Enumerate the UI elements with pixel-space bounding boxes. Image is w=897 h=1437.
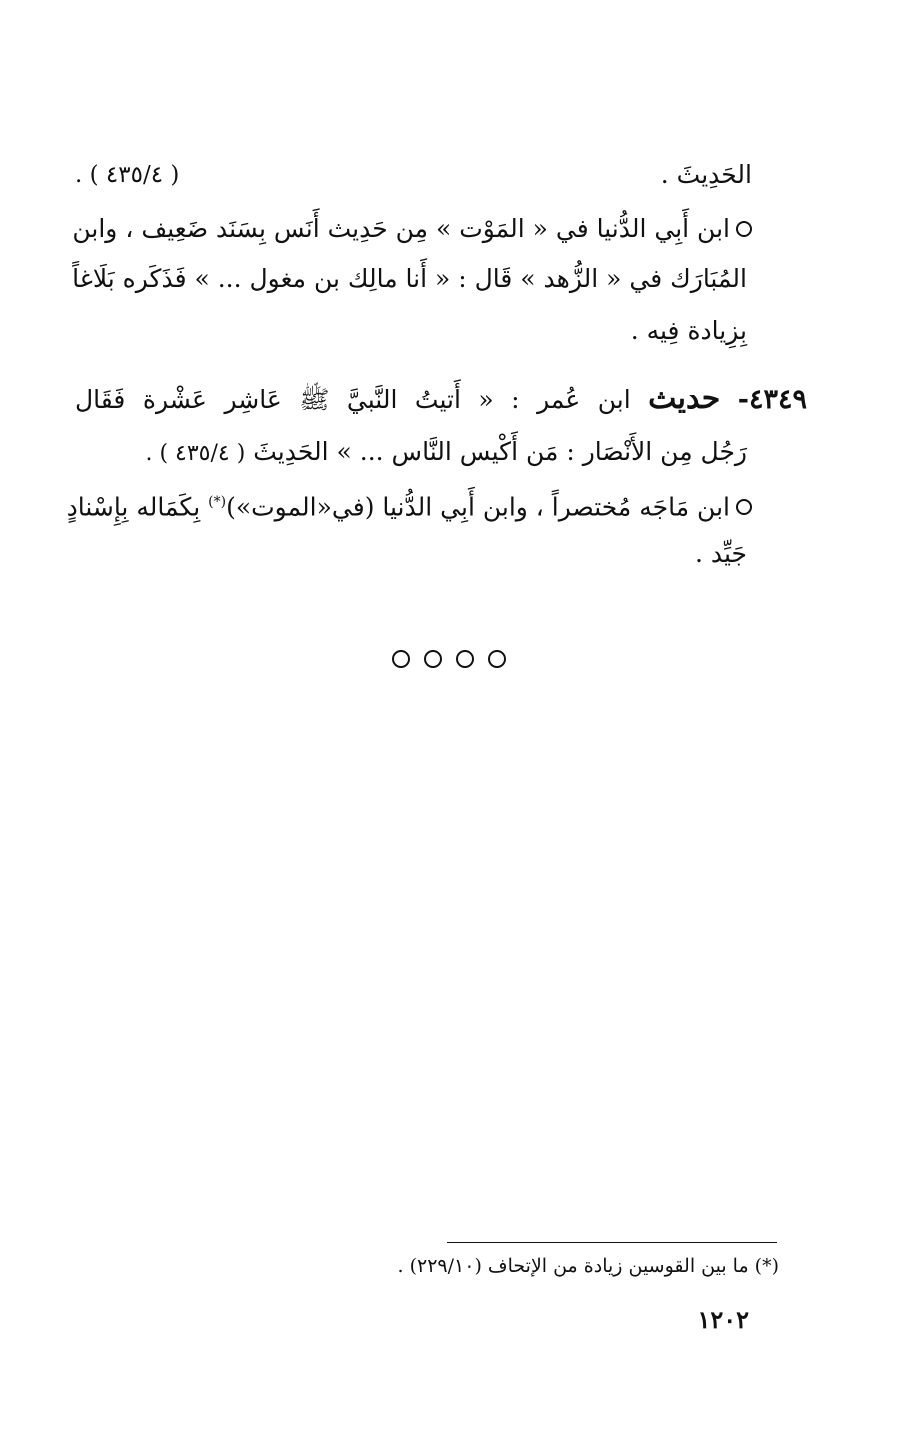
commentary-text: جَيِّد . — [694, 539, 747, 568]
commentary-line — [66, 485, 752, 524]
hadith-text: رَجُل مِن الأَنْصَار : مَن أَكْيس النَّاس ... » الحَدِيثَ — [253, 437, 747, 466]
ring-ornament-icon — [488, 650, 506, 668]
hadith-line — [145, 435, 747, 471]
footnote-divider — [447, 1242, 777, 1243]
footnote: (*) ما بين القوسين زيادة من الإتحاف (٢٢٩/١٠) . — [397, 1255, 779, 1277]
commentary-text: ابن أَبِي الدُّنيا في « المَوْت » مِن حَدِيث أَنَس بِسَنَد ضَعِيف ، وابن — [72, 214, 730, 243]
commentary-line — [72, 262, 747, 296]
commentary-text: بِزِيادة فِيه . — [630, 316, 747, 345]
hadith-keyword: حديث — [648, 381, 721, 416]
reference-citation: ( ٤٣٥/٤ ) . — [145, 441, 246, 466]
commentary-text: ابن مَاجَه مُختصراً ، وابن أَبِي الدُّنيا (في«الموت») — [226, 492, 730, 522]
commentary-line — [695, 537, 747, 571]
footnote-marker: (*) — [208, 494, 227, 510]
circle-marker-icon — [736, 221, 752, 237]
section-separator — [0, 650, 897, 668]
ring-ornament-icon — [392, 650, 410, 668]
commentary-text: بِكَمَاله بِإِسْنادٍ — [66, 492, 201, 522]
continuation-text: الحَدِيثَ . — [660, 160, 752, 189]
commentary-text: المُبَارَك في « الزُّهد » قَال : « أَنا مالِك بن مغول ... » فَذَكَره بَلَاغاً — [72, 264, 747, 293]
circle-marker-icon — [736, 499, 752, 515]
ring-ornament-icon — [424, 650, 442, 668]
reference-citation: ( ٤٣٥/٤ ) . — [75, 162, 180, 188]
page-number: ١٢٠٢ — [697, 1305, 749, 1334]
ring-ornament-icon — [456, 650, 474, 668]
hadith-heading-line — [75, 382, 807, 417]
commentary-line — [72, 212, 752, 246]
hadith-number: ٤٣٤٩- — [737, 384, 808, 415]
commentary-line — [631, 314, 747, 348]
hadith-text: ابن عُمر : « أَتيتُ النَّبيَّ ﷺ عَاشِر عَشْرة فَقَال — [75, 385, 631, 414]
